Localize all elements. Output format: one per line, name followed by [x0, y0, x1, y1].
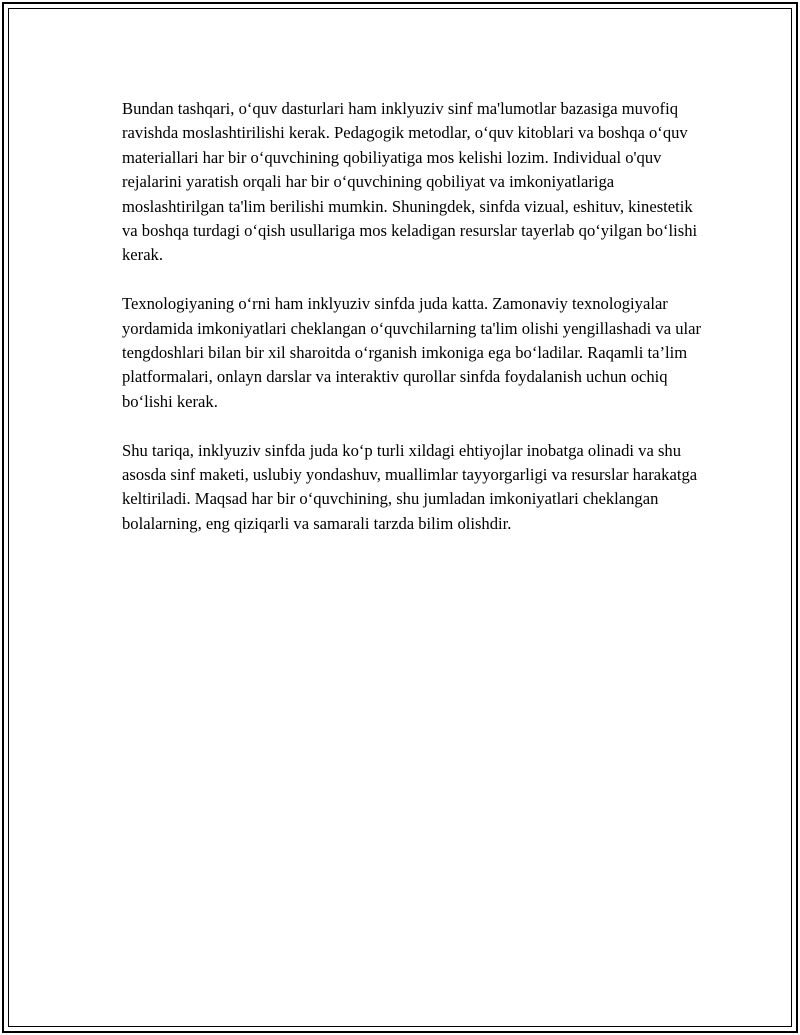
paragraph-curriculum: Bundan tashqari, o‘quv dasturlari ham inklyuziv sinf ma'lumotlar bazasiga muvofiq ravishda moslashtirilishi kerak. Pedagogik metodlar, o‘quv kitoblari va boshqa o‘quv materiallari har bir o‘quvchining qobiliyatiga mos kelishi lozim. Individual o'quv rejalarini yaratish orqali har bir o‘quvchining qobiliyat va imkoniyatlariga moslashtirilgan ta'lim berilishi mumkin. Shuningdek, sinfda vizual, eshituv, kinestetik va boshqa turdagi o‘qish usullariga mos keladigan resurslar tayerlab qo‘yilgan bo‘lishi kerak.	[122, 99, 698, 265]
document-page	[2, 2, 798, 1033]
paragraph-technology: Texnologiyaning o‘rni ham inklyuziv sinfda juda katta. Zamonaviy texnologiyalar yordamida imkoniyatlari cheklangan o‘quvchilarning ta'lim olishi yengillashadi va ular tengdoshlari bilan bir xil sharoitda o‘rganish imkoniga ega bo‘ladilar. Raqamli ta’lim platformalari, onlayn darslar va interaktiv qurollar sinfda foydalanish uchun ochiq bo‘lishi kerak.	[122, 294, 702, 411]
paragraph-conclusion: Shu tariqa, inklyuziv sinfda juda ko‘p turli xildagi ehtiyojlar inobatga olinadi va shu asosda sinf maketi, uslubiy yondashuv, muallimlar tayyorgarligi va resurslar harakatga keltiriladi. Maqsad har bir o‘quvchining, shu jumladan imkoniyatlari cheklangan bolalarning, eng qiziqarli va samarali tarzda bilim olishdir.	[122, 440, 698, 533]
document-body	[122, 97, 702, 561]
